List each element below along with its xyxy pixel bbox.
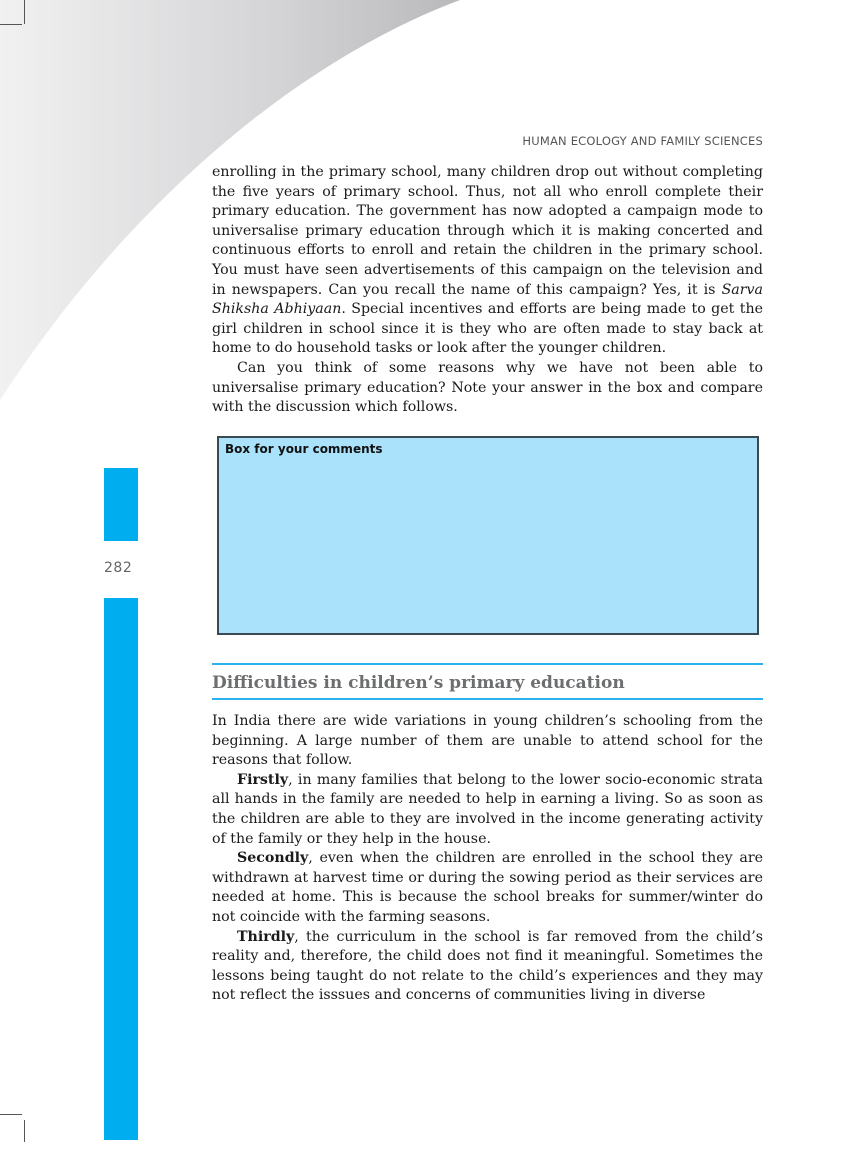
comment-box[interactable] [217, 436, 759, 635]
intro-paragraph-1: enrolling in the primary school, many children drop out without completing the five years of primary school. Thus, not all who enroll complete their primary education. The government has now adopted a campaign mode to universalise primary education through which it is making concerted and continuous efforts to enroll and retain the children in the primary school. You must have seen advertisements of this campaign on the television and in newspapers. Can you recall the name of this campaign? Yes, it is Sarva Shiksha Abhiyaan. Special incentives and efforts are being made to get the girl children in school since it is they who are often made to stay back at home to do household tasks or look after the younger children. [212, 164, 763, 357]
section-paragraph-thirdly: Thirdly, the curriculum in the school is far removed from the child’s reality and, therefore, the child does not find it meaningful. Sometimes the lessons being taught do not relate to the child’s experiences and they may not reflect the isssues and concerns of communities living in diverse [212, 928, 763, 1004]
section-text [212, 712, 763, 1006]
side-color-bar-bottom [104, 598, 138, 1140]
crop-mark-bottom-left-v [24, 1120, 25, 1142]
page-number: 282 [104, 560, 133, 576]
running-header: HUMAN ECOLOGY AND FAMILY SCIENCES [522, 134, 763, 148]
section-heading: Difficulties in children’s primary education [212, 673, 625, 693]
intro-text [212, 163, 763, 418]
section-paragraph-intro: In India there are wide variations in young children’s schooling from the beginning. A large number of them are unable to attend school for the reasons that follow. [212, 713, 763, 769]
crop-mark-bottom-left-h [0, 1114, 22, 1115]
crop-mark-top-left-h [0, 24, 22, 25]
section-rule-bottom [212, 698, 763, 700]
side-color-bar-top [104, 468, 138, 541]
crop-mark-top-left-v [24, 0, 25, 24]
section-rule-top [212, 663, 763, 665]
intro-paragraph-2: Can you think of some reasons why we have not been able to universalise primary education? Note your answer in the box and compare with the discussion which follows. [212, 359, 763, 416]
section-paragraph-secondly: Secondly, even when the children are enrolled in the school they are withdrawn at harvest time or during the sowing period as their services are needed at home. This is because the school breaks for summer/winter do not coincide with the farming seasons. [212, 850, 763, 925]
campaign-name: Sarva Shiksha Abhiyaan [212, 281, 763, 318]
section-paragraph-firstly: Firstly, in many families that belong to the lower socio-economic strata all hands in the family are needed to help in earning a living. So as soon as the children are able to they are involved in the income generating activity of the family or they help in the house. [212, 771, 763, 847]
comment-box-label: Box for your comments [225, 442, 383, 456]
